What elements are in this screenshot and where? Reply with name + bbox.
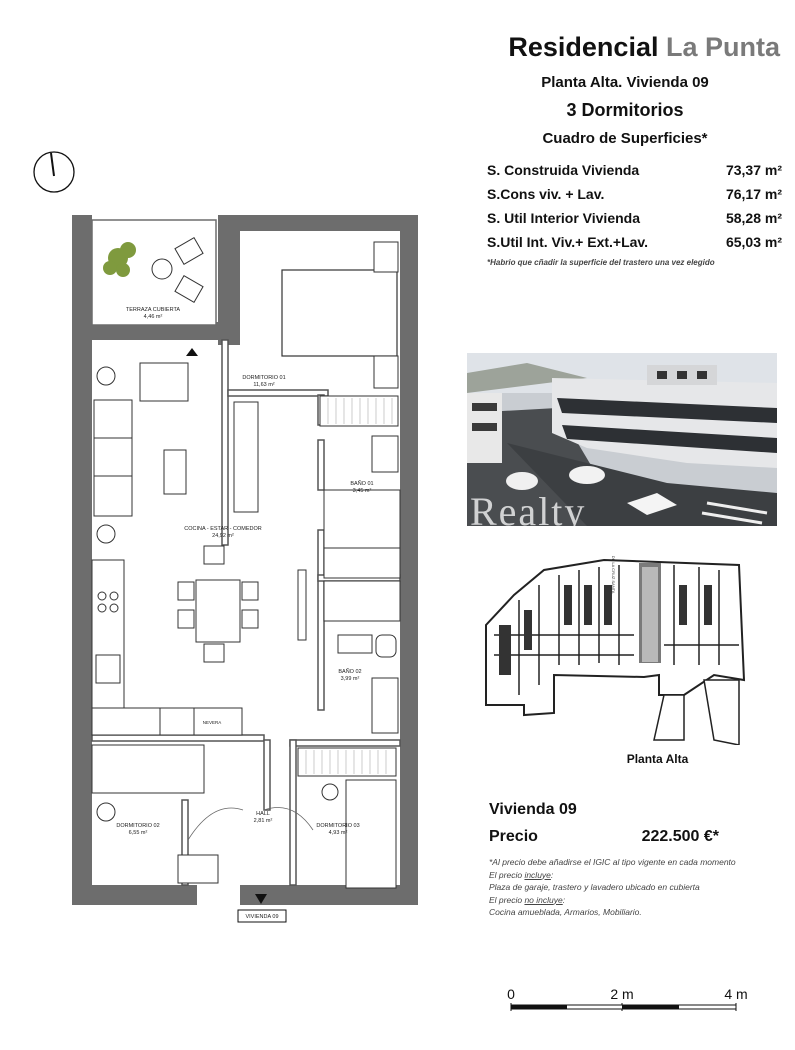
includes-prefix: El precio [489,869,525,880]
table-title: Cuadro de Superficies* [542,130,708,147]
scale-tick-label: 0 [507,986,515,1002]
surfaces-table [487,162,782,267]
note-igic: *Al precio debe añadirse el IGIC al tipo vigente en cada momento [489,857,736,867]
surface-label: S.Cons viv. + Lav. [487,186,605,202]
room-label-bano2: BAÑO 02 [338,669,362,675]
surface-value: 58,28 m² [725,210,782,226]
surface-label: S. Util Interior Vivienda [487,210,641,226]
floor-plan [28,150,428,930]
title-main: Residencial [508,32,659,62]
room-area-dorm2: 6,55 m² [128,830,148,836]
surface-value: 76,17 m² [725,186,782,202]
subtitle: Planta Alta. Vivienda 09 [541,74,709,91]
surfaces-note: *Habrio que cñadir la superficie del trastero una vez elegido [487,258,715,267]
room-label-dorm3: DORMITORIO 03 [316,823,360,829]
room-label-terraza: TERRAZA CUBIERTA [125,307,181,313]
note-includes-text: Plaza de garaje, trastero y lavadero ubicado en cubierta [489,882,700,892]
entrance-label: VIVIENDA 09 [245,914,279,920]
surface-row [487,234,782,258]
excludes-prefix: El precio [489,894,525,905]
room-area-hall: 2,81 m² [253,818,273,824]
room-area-dorm1: 11,63 m² [253,382,275,388]
surface-value: 65,03 m² [725,234,782,250]
key-plan-drawing [484,555,746,745]
excludes-word: no incluye [524,894,563,905]
room-area-dorm3: 4,93 m² [328,830,348,836]
surface-row [487,186,782,210]
note-excludes-text: Cocina amueblada, Armarios, Mobiliario. [489,907,642,917]
scale-bar-drawing [500,985,760,1025]
bedrooms-label: 3 Dormitorios [566,100,684,120]
room-area-terraza: 4,46 m² [143,314,163,320]
page-title [470,32,780,63]
price-row [489,828,719,846]
room-area-bano2: 3,99 m² [340,676,360,682]
surface-label: S.Util Int. Viv.+ Ext.+Lav. [487,234,649,250]
room-label-dorm2: DORMITORIO 02 [116,823,160,829]
includes-word: incluye [524,869,551,880]
key-plan-caption: Planta Alta [626,752,689,766]
scale-tick-label: 4 m [724,986,748,1002]
surface-value: 73,37 m² [725,162,782,178]
floor-plan-drawing [28,150,428,930]
room-label-dorm1: DORMITORIO 01 [242,375,286,381]
note-excludes-header: El precio no incluye: [489,894,566,905]
key-plan-street: CALLE REAL DE LA CRUZ SANTA [611,555,616,594]
surface-row [487,210,782,234]
room-label-cocina: COCINA - ESTAR - COMEDOR [184,526,262,532]
price-value: 222.500 €* [641,828,719,845]
note-includes-header: El precio incluye: [489,869,554,880]
room-label-hall: HALL [256,811,270,817]
scale-bar [500,985,760,1025]
price-notes [489,856,736,919]
room-label-bano1: BAÑO 01 [350,481,374,487]
room-area-cocina: 24,92 m² [212,533,234,539]
room-area-bano1: 3,45 m² [352,488,372,494]
price-label: Precio [489,828,538,845]
nevera-label: NEVERA [202,720,222,725]
scale-tick-label: 2 m [610,986,634,1002]
title-accent: La Punta [665,32,780,62]
key-plan [484,555,746,745]
listing-name: Vivienda 09 [489,801,577,818]
surface-row [487,162,782,186]
watermark: Realty [470,489,587,534]
surface-label: S. Construida Vivienda [487,162,640,178]
